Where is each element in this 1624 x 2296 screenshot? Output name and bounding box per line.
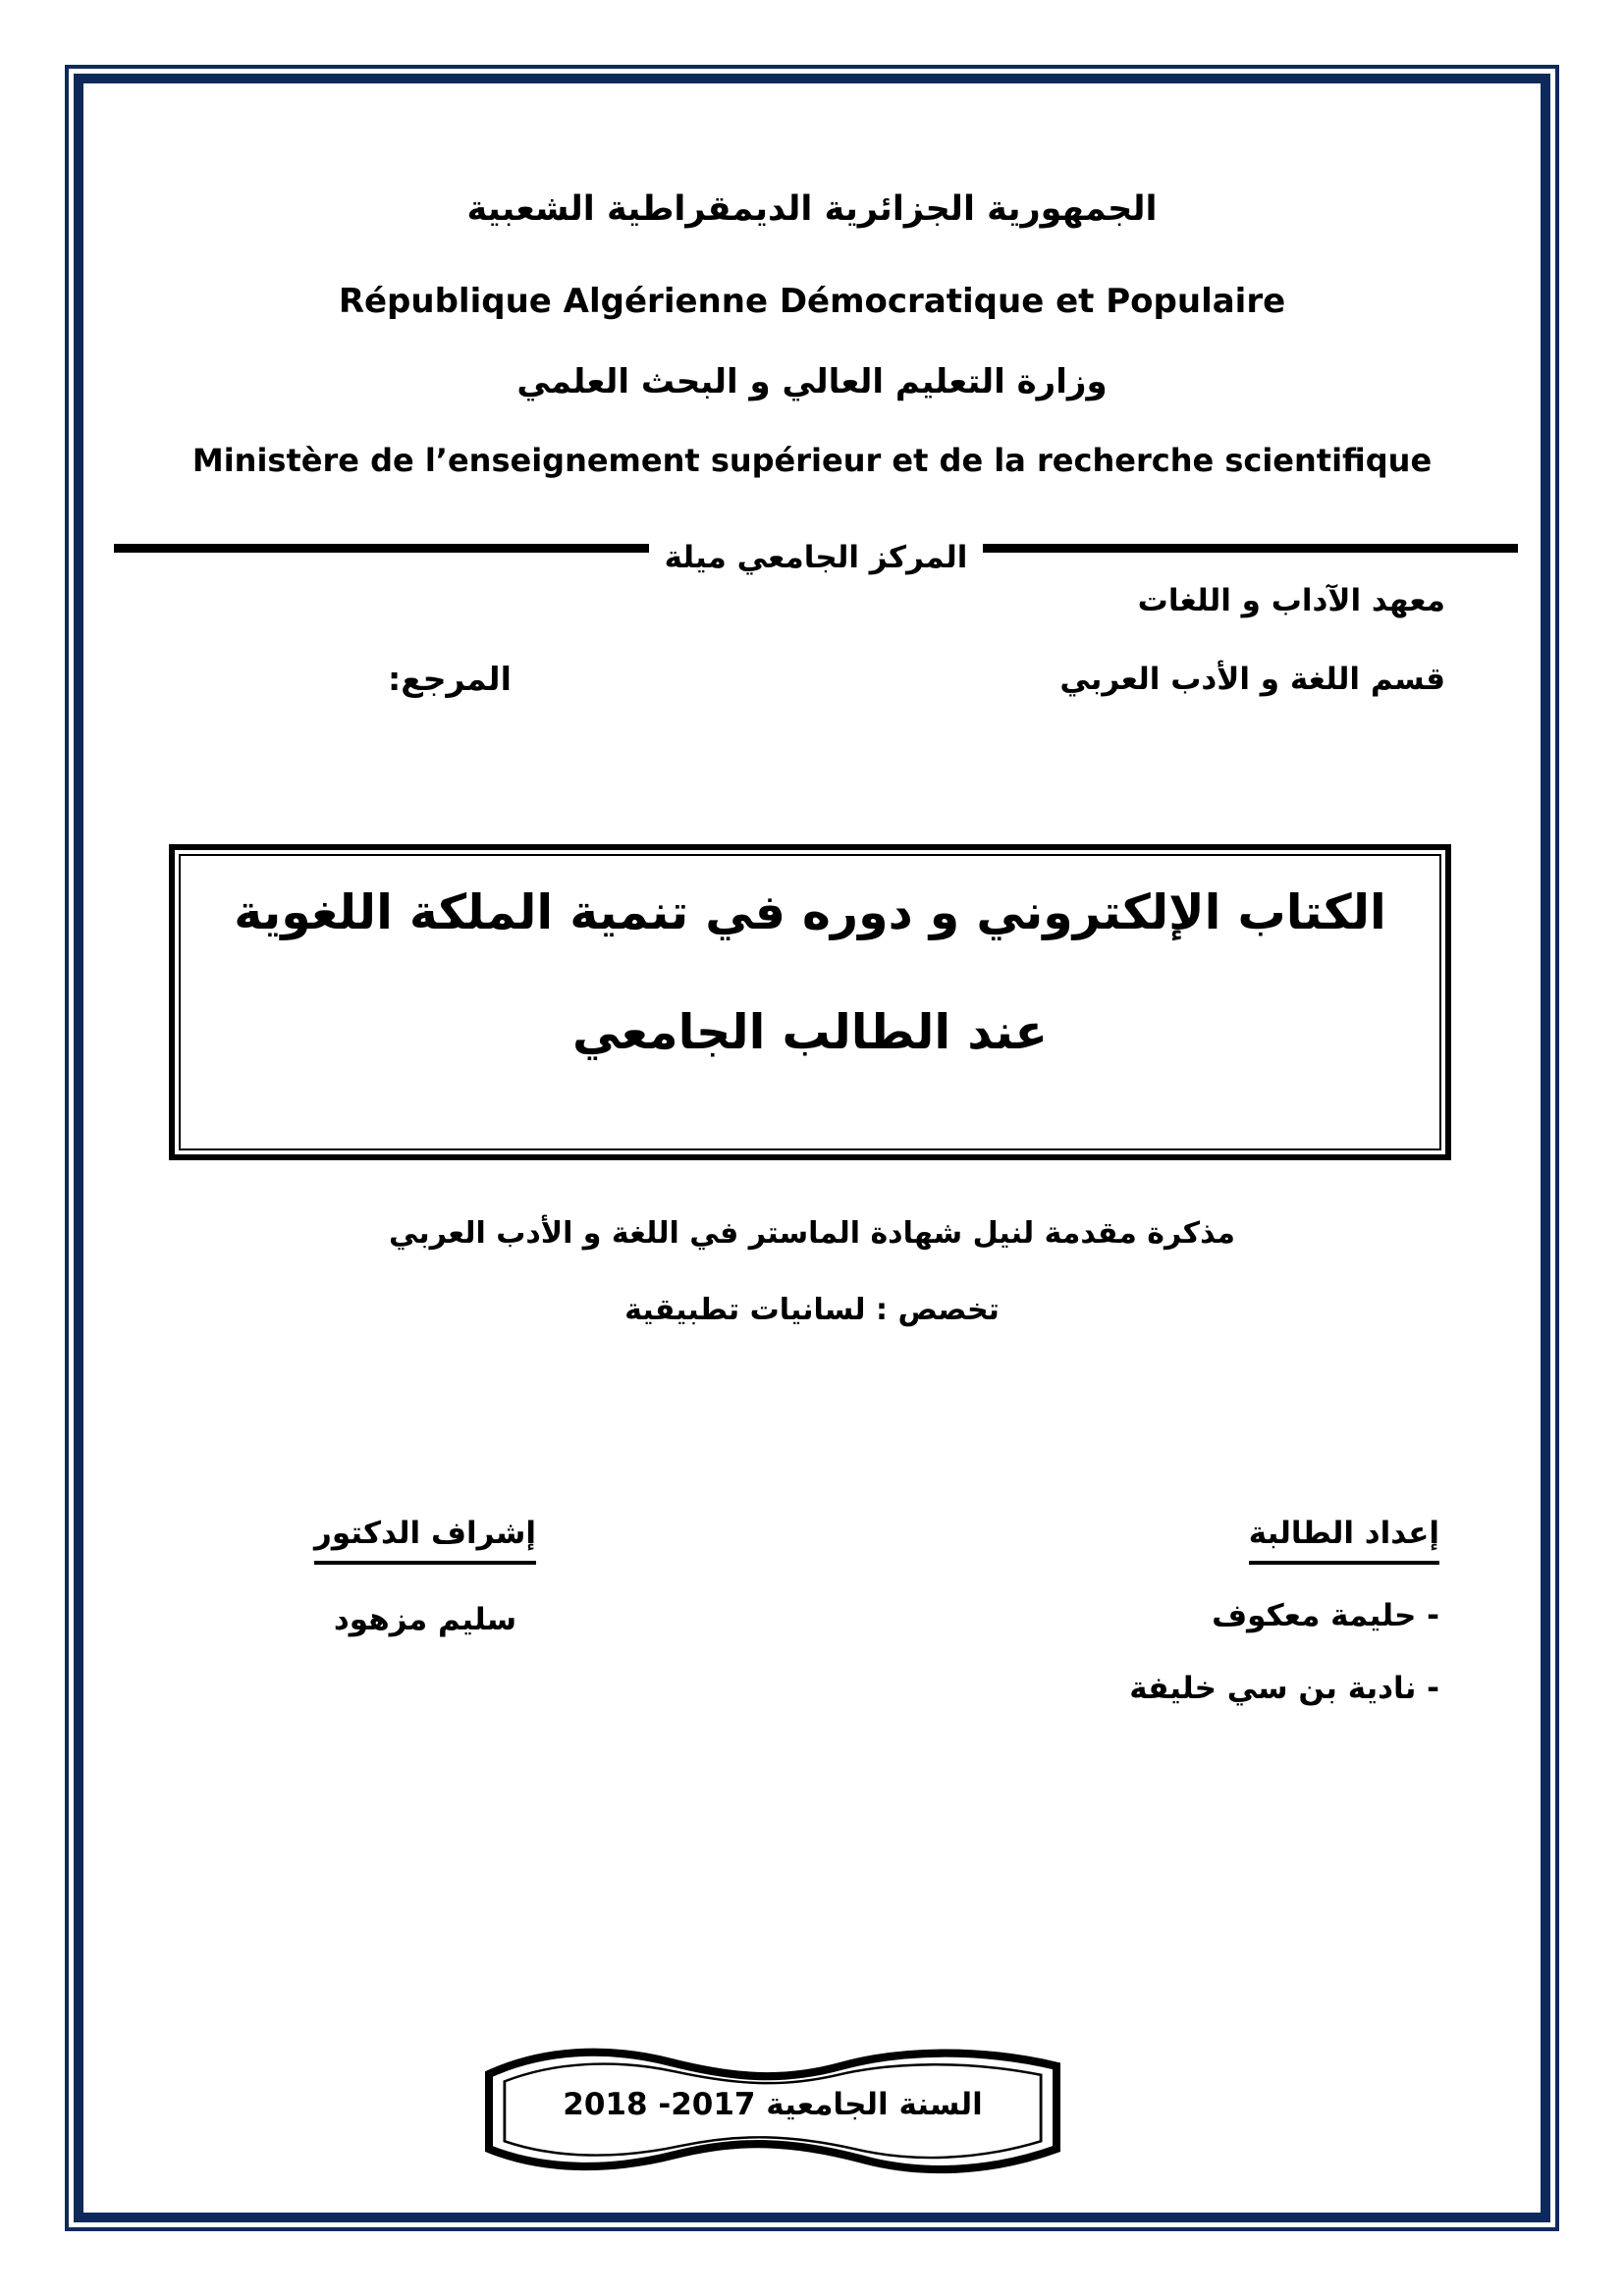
thesis-title-box (169, 844, 1451, 1160)
university-center-separator (114, 522, 1518, 573)
academic-year-text: السنة الجامعية 2017- 2018 (563, 2087, 983, 2122)
university-center-name: المركز الجامعي ميلة (664, 540, 968, 575)
republic-title-arabic: الجمهورية الجزائرية الديمقراطية الشعبية (466, 189, 1158, 229)
academic-year-box (483, 2042, 1062, 2179)
republic-title-french: République Algérienne Démocratique et Populaire (338, 282, 1286, 321)
department-name: قسم اللغة و الأدب العربي (1059, 662, 1445, 697)
supervisor-heading-wrap (312, 1516, 538, 1565)
students-heading: إعداد الطالبة (1249, 1516, 1439, 1565)
student-name-1: - حليمة معكوف (1212, 1598, 1439, 1633)
thesis-title-line2: عند الطالب الجامعي (572, 1003, 1048, 1060)
separator-rule-left (114, 544, 649, 553)
ministry-title-arabic: وزارة التعليم العالي و البحث العلمي (516, 362, 1108, 401)
supervisor-heading: إشراف الدكتور (314, 1516, 536, 1565)
ministry-title-french: Ministère de l’enseignement supérieur et de la recherche scientifique (191, 442, 1433, 479)
specialty-line: تخصص : لسانيات تطبيقية (624, 1293, 1000, 1327)
reference-label: المرجع: (388, 660, 512, 698)
supervisor-name: سليم مزهود (333, 1602, 517, 1637)
thesis-title-line1: الكتاب الإلكتروني و دوره في تنمية الملكة اللغوية (234, 884, 1386, 940)
separator-rule-right (983, 544, 1518, 553)
memoir-description: مذكرة مقدمة لنيل شهادة الماستر في اللغة و الأدب العربي (388, 1216, 1236, 1251)
thesis-title-box-inner (179, 854, 1441, 1150)
institute-name: معهد الآداب و اللغات (1137, 583, 1445, 618)
student-name-2: - نادية بن سي خليفة (1129, 1671, 1439, 1706)
